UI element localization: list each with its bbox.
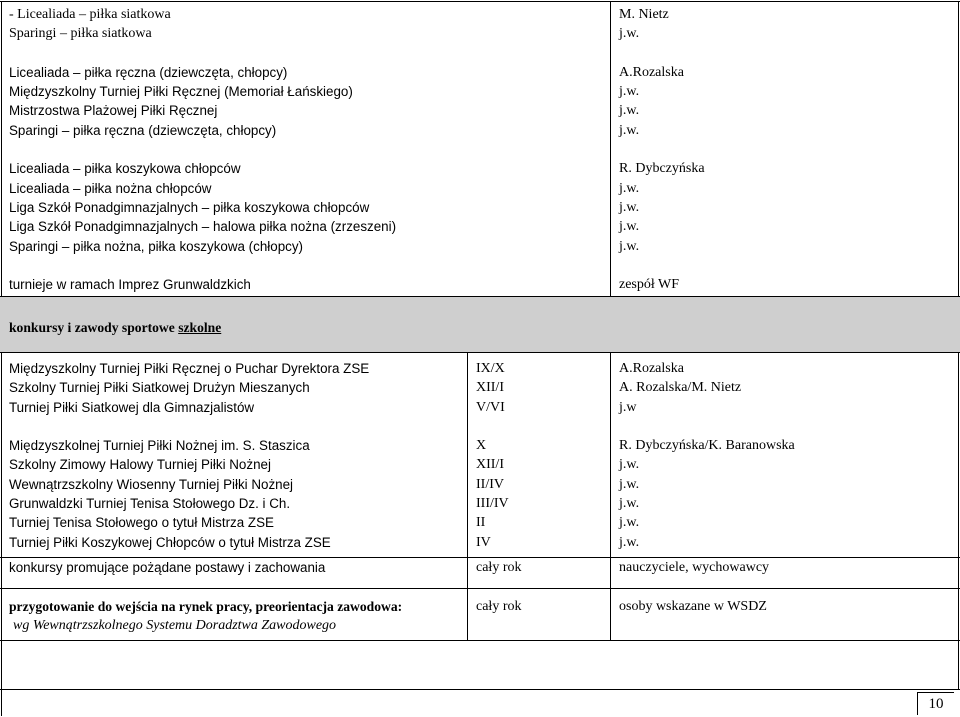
row-konkursy-date: cały rok [476, 560, 522, 575]
date-line: XII/I [476, 457, 504, 473]
person-line: j.w. [619, 515, 640, 531]
responsible-line: j.w. [619, 238, 640, 254]
person-line: A.Rozalska [619, 361, 684, 376]
spacer [476, 417, 509, 436]
responsible-line: M. Nietz [619, 7, 669, 22]
event-line: Turniej Tenisa Stołowego o tytuł Mistrza ZSE [9, 515, 274, 531]
person-line: j.w. [619, 534, 640, 550]
event-line: Grunwaldzki Turniej Tenisa Stołowego Dz. i Ch. [9, 496, 291, 512]
person-line: R. Dybczyńska/K. Baranowska [619, 438, 795, 454]
responsible-line: j.w. [619, 199, 640, 215]
person-line: j.w. [619, 496, 640, 512]
responsible-line: zespół WF [619, 277, 680, 293]
spacer [9, 417, 369, 436]
date-line: IV [476, 534, 491, 550]
row-przygotowanie-italic: wg Wewnątrzszkolnego Systemu Doradztwa Zawodowego [13, 618, 337, 634]
responsible-line: R. Dybczyńska [619, 161, 705, 177]
row-przygotowanie-date: cały rok [476, 599, 522, 614]
spacer [619, 417, 795, 436]
person-line: A. Rozalska/M. Nietz [619, 380, 742, 396]
responsible-line: j.w. [619, 219, 640, 235]
activity-line: Sparingi – piłka nożna, piłka koszykowa (chłopcy) [9, 238, 303, 254]
responsible-line: j.w. [619, 84, 640, 100]
date-line: II [476, 515, 486, 531]
activity-line: Mistrzostwa Plażowej Piłki Ręcznej [9, 103, 218, 119]
person-line: j.w. [619, 457, 640, 473]
section-b-dates [476, 359, 509, 552]
event-line: Szkolny Zimowy Halowy Turniej Piłki Nożnej [9, 457, 271, 473]
section-header-title [9, 318, 221, 337]
row-konkursy-label: konkursy promujące pożądane postawy i zachowania [9, 560, 326, 575]
spacer [619, 44, 705, 63]
spacer [9, 44, 396, 63]
spacer [9, 140, 396, 159]
section-b-persons [619, 359, 795, 552]
responsible-line: A.Rozalska [619, 64, 684, 80]
date-line: III/IV [476, 496, 509, 512]
spacer [619, 140, 705, 159]
row-przygotowanie-person: osoby wskazane w WSDZ [619, 599, 767, 614]
activity-line: Liga Szkół Ponadgimnazjalnych – halowa piłka nożna (zrzeszeni) [9, 219, 397, 235]
activity-line: Sparingi – piłka siatkowa [9, 26, 152, 42]
date-line: V/VI [476, 399, 505, 415]
section-a-activities [9, 5, 396, 294]
event-line: Międzyszkolny Turniej Piłki Ręcznej o Puchar Dyrektora ZSE [9, 361, 370, 376]
event-line: Turniej Piłki Siatkowej dla Gimnazjalistów [9, 399, 255, 415]
activity-line: Międzyszkolny Turniej Piłki Ręcznej (Memoriał Łańskiego) [9, 84, 353, 100]
responsible-line: j.w. [619, 26, 640, 42]
person-line: j.w [619, 399, 637, 415]
responsible-line: j.w. [619, 180, 640, 196]
event-line: Turniej Piłki Koszykowej Chłopców o tytuł Mistrza ZSE [9, 534, 331, 550]
activity-line: turnieje w ramach Imprez Grunwaldzkich [9, 277, 251, 293]
date-line: X [476, 438, 487, 454]
date-line: XII/I [476, 380, 504, 396]
activity-line: Licealiada – piłka ręczna (dziewczęta, chłopcy) [9, 64, 288, 80]
row-przygotowanie-bold: przygotowanie do wejścia na rynek pracy, preorientacja zawodowa: [9, 599, 403, 614]
event-line: Wewnątrzszkolny Wiosenny Turniej Piłki Nożnej [9, 476, 294, 492]
date-line: IX/X [476, 361, 505, 376]
responsible-line: j.w. [619, 103, 640, 119]
row-przygotowanie-label [9, 597, 402, 636]
activity-line: Licealiada – piłka koszykowa chłopców [9, 161, 241, 177]
section-header-prefix: konkursy i zawody sportowe [9, 320, 179, 335]
page-number: 10 [917, 692, 954, 715]
section-header-underlined: szkolne [178, 320, 222, 335]
row-konkursy-person: nauczyciele, wychowawcy [619, 560, 770, 575]
section-a-responsible [619, 5, 705, 294]
person-line: j.w. [619, 476, 640, 492]
activity-line: Liga Szkół Ponadgimnazjalnych – piłka koszykowa chłopców [9, 199, 370, 215]
activity-line: - Licealiada – piłka siatkowa [9, 7, 171, 22]
spacer [619, 256, 705, 275]
date-line: II/IV [476, 476, 504, 492]
spacer [9, 256, 396, 275]
activity-line: Licealiada – piłka nożna chłopców [9, 180, 212, 196]
responsible-line: j.w. [619, 122, 640, 138]
section-b-events [9, 359, 369, 552]
activity-line: Sparingi – piłka ręczna (dziewczęta, chłopcy) [9, 122, 277, 138]
event-line: Szkolny Turniej Piłki Siatkowej Drużyn Mieszanych [9, 380, 310, 396]
event-line: Międzyszkolnej Turniej Piłki Nożnej im. S. Staszica [9, 438, 310, 454]
